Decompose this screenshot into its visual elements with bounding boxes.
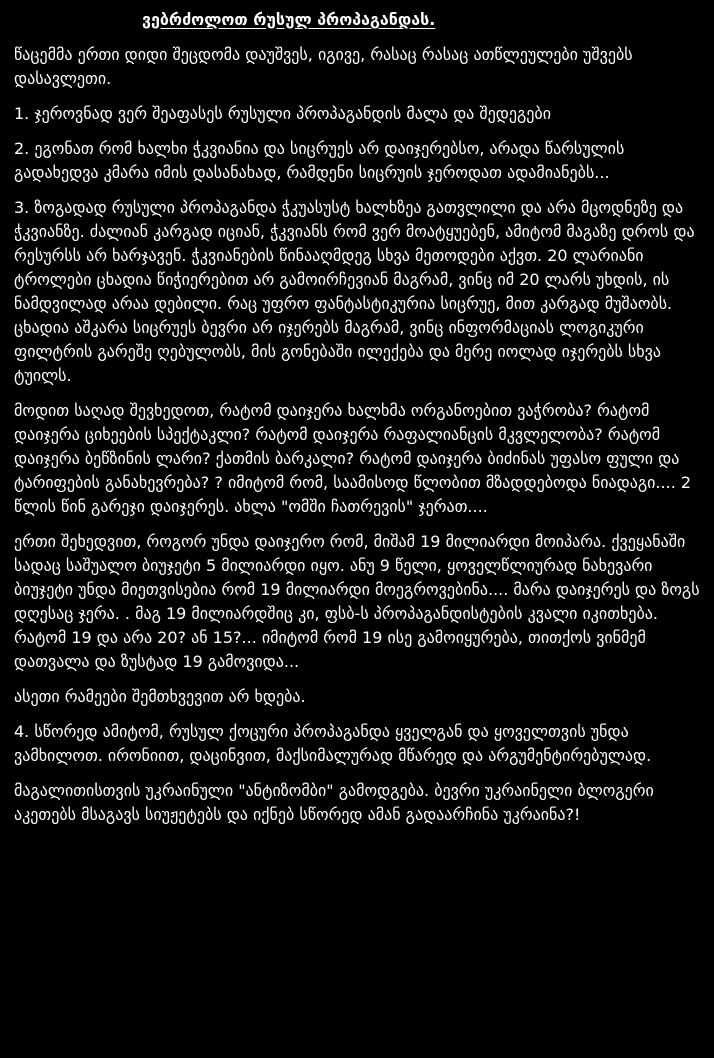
paragraph: 3. ზოგადად რუსული პროპაგანდა ჭკუასუსტ ხალხზეა გათვლილი და არა მცოდნეზე და ჭკვიანზე. ძალიან კარგად იციან, ჭკვიანს რომ ვერ მოატყუებენ, ამიტომ მაგაზე დროს და რესურსს არ ხარჯავენ. ჭკვიანების წინააღმდეგ სხვა მეთოდები აქვთ. 20 ლარიანი ტროლები ცხადია წიჭიერებით არ გამოირჩევიან მაგრამ, ვინც იმ 20 ლარს უხდის, ის ნამდვილად არაა დებილი. რაც უფრო ფანტასტიკურია სიცრუე, მით კარგად მუშაობს. ცხადია აშკარა სიცრუეს ბევრი არ იჯერებს მაგრამ, ვინც ინფორმაციას ლოგიკური ფილტრის გარეშე ღებულობს, მის გონებაში ილექება და მერე იოლად იჯერებს სხვა ტუილს. [14, 198, 695, 385]
paragraph: მოდით საღად შევხედოთ, რატომ დაიჯერა ხალხმა ორგანოებით ვაჭრობა? რატომ დაიჯერა ციხეების სპექტაკლი? რატომ დაიჯერა რაფალიანცის მკვლელობა? რატომ დაიჯერა ბეწზინის ლარი? ქათმის ბარკალი? რატომ დაიჯერა ბიძინას უფასო ფული და ტარიფების განახევრება? ? იმიტომ რომ, საამისოდ წლობით მზადდებოდა ნიადაგი.... 2 წლის წინ გარეჯი დაიჯერეს. ახლა "ომში ჩათრევის" ჯერათ.... [14, 401, 692, 516]
paragraph: ერთი შეხედვით, როგორ უნდა დაიჯერო რომ, მიშამ 19 მილიარდი მოიპარა. ქვეყანაში სადაც საშუალო ბიუჯეტი 5 მილიარდი იყო. ანუ 9 წელი, ყოველწლიურად ნახევარი ბიუჯეტი უნდა მიეთვისებია რომ 19 მილიარდი მოეგროვებინა.... მარა დაიჯერეს და ზოგს დღესაც ჯერა. . მაგ 19 მილიარდშიც კი, ფსბ-ს პროპაგანდისტების კვალი იკითხება. რატომ 19 და არა 20? ან 15?... იმიტომ რომ 19 ისე გამოიყურება, თითქოს ვინმემ დათვალა და ზუსტად 19 გამოვიდა... [14, 532, 700, 671]
document-title: ვებრძოლოთ რუსულ პროპაგანდას. [142, 10, 436, 29]
paragraph: 2. ეგონათ რომ ხალხი ჭკვიანია და სიცრუეს არ დაიჯერებსო, არადა წარსულის გადახედვა კმარა იმის დასანახად, რამდენი სიცრუის ჯეროდათ ადამიანებს... [14, 139, 625, 182]
paragraph: 1. ჯეროვნად ვერ შეაფასეს რუსული პროპაგანდის მალა და შედეგები [14, 104, 551, 123]
paragraph: ასეთი რამეები შემთხვევით არ ხდება. [14, 687, 306, 706]
paragraph: წაცემმა ერთი დიდი შეცდომა დაუშვეს, იგივე, რასაც რასაც ათწლეულები უშვებს დასავლეთი. [14, 45, 633, 88]
paragraph: მაგალითისთვის უკრაინული "ანტიზომბი" გამოდგება. ბევრი უკრაინელი ბლოგერი აკეთებს მსაგავს სიუჟეტებს და იქნებ სწორედ ამან გადაარჩინა უკრაინა?! [14, 781, 654, 824]
paragraph: 4. სწორედ ამიტომ, რუსულ ქოცური პროპაგანდა ყველგან და ყოველთვის უნდა ვამხილოთ. ირონიით, დაცინვით, მაქსიმალურად მწარედ და არგუმენტირებულად. [14, 722, 652, 765]
